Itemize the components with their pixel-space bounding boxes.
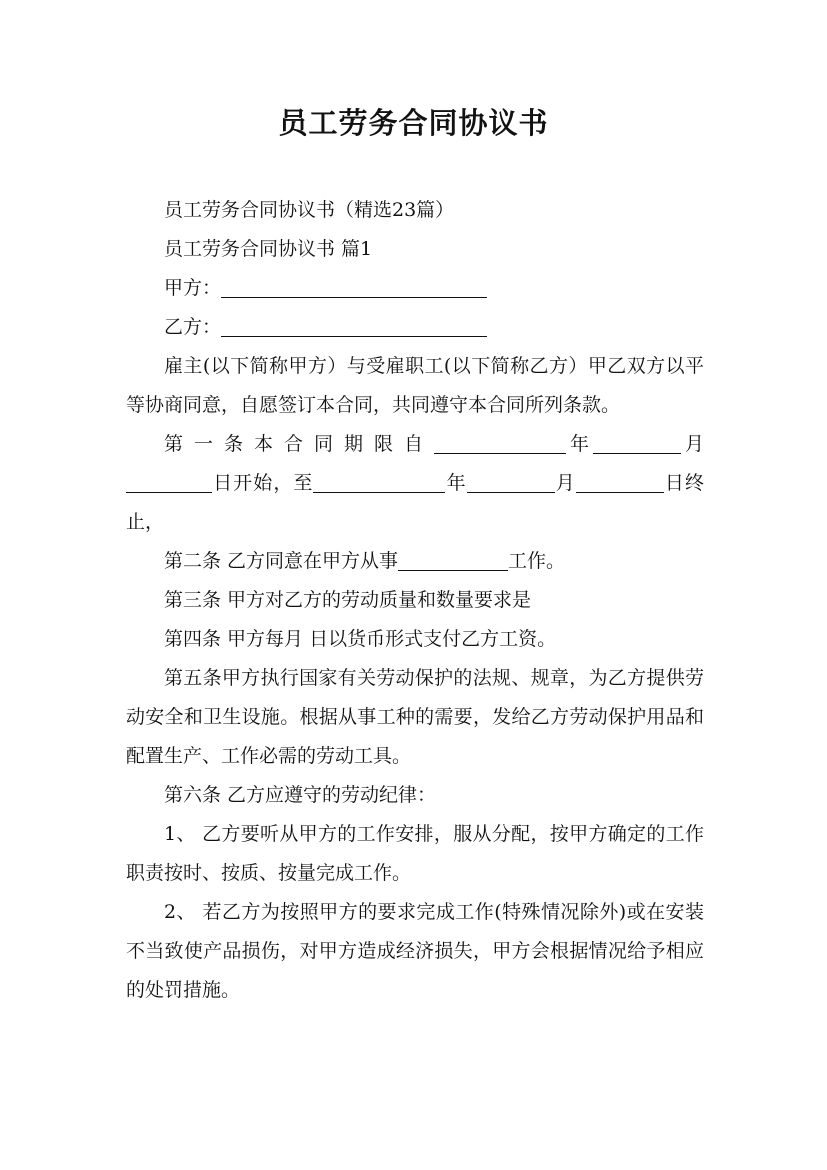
article-1-month-label: 月	[680, 433, 704, 455]
item-1-paragraph: 1、 乙方要听从甲方的工作安排，服从分配，按甲方确定的工作职责按时、按质、按量完成工作。	[126, 823, 704, 884]
article-1-year-label: 年	[565, 433, 593, 455]
article-1-year2-blank	[313, 472, 445, 493]
article-1-day-start-label: 日开始，至	[212, 472, 314, 494]
article-2-paragraph	[126, 542, 704, 581]
article-1-paragraph	[126, 425, 704, 542]
article-1-month-blank	[593, 433, 681, 454]
subtitle-paragraph: 员工劳务合同协议书（精选23篇）	[164, 199, 455, 221]
article-1-year2-label: 年	[445, 472, 467, 494]
intro-paragraph: 雇主(以下简称甲方）与受雇职工(以下简称乙方）甲乙双方以平等协商同意，自愿签订本合同，共同遵守本合同所列条款。	[126, 355, 704, 416]
article-1-month2-label: 月	[554, 472, 576, 494]
article-1-year-blank	[434, 433, 566, 454]
party-b-line	[126, 308, 704, 347]
party-a-blank	[221, 277, 487, 298]
article-1-day2-blank	[576, 472, 664, 493]
section-heading: 员工劳务合同协议书 篇1	[164, 238, 373, 260]
document-body	[126, 191, 704, 1010]
document-title: 员工劳务合同协议书	[278, 106, 549, 140]
party-b-label: 乙方：	[164, 316, 222, 338]
article-1-prefix: 第一条本合同期限自	[164, 433, 434, 455]
article-6-paragraph: 第六条 乙方应遵守的劳动纪律：	[164, 784, 437, 806]
article-1-month2-blank	[467, 472, 555, 493]
article-5-paragraph: 第五条甲方执行国家有关劳动保护的法规、规章，为乙方提供劳动安全和卫生设施。根据从事工种的需要，发给乙方劳动保护用品和配置生产、工作必需的劳动工具。	[126, 667, 704, 767]
article-1-day-end-label: 日终止，	[126, 472, 704, 533]
article-4-paragraph: 第四条 甲方每月 日以货币形式支付乙方工资。	[164, 628, 557, 650]
article-2-job-blank	[398, 550, 508, 571]
article-2-suffix: 工作。	[508, 550, 566, 572]
item-2-paragraph: 2、 若乙方为按照甲方的要求完成工作(特殊情况除外)或在安装不当致使产品损伤，对甲方造成经济损失，甲方会根据情况给予相应的处罚措施。	[126, 901, 704, 1001]
party-a-label: 甲方：	[164, 277, 222, 299]
article-3-paragraph: 第三条 甲方对乙方的劳动质量和数量要求是	[164, 589, 532, 611]
article-1-day-blank	[126, 472, 212, 493]
party-b-blank	[221, 316, 487, 337]
article-2-prefix: 第二条 乙方同意在甲方从事	[164, 550, 399, 572]
party-a-line	[126, 269, 704, 308]
